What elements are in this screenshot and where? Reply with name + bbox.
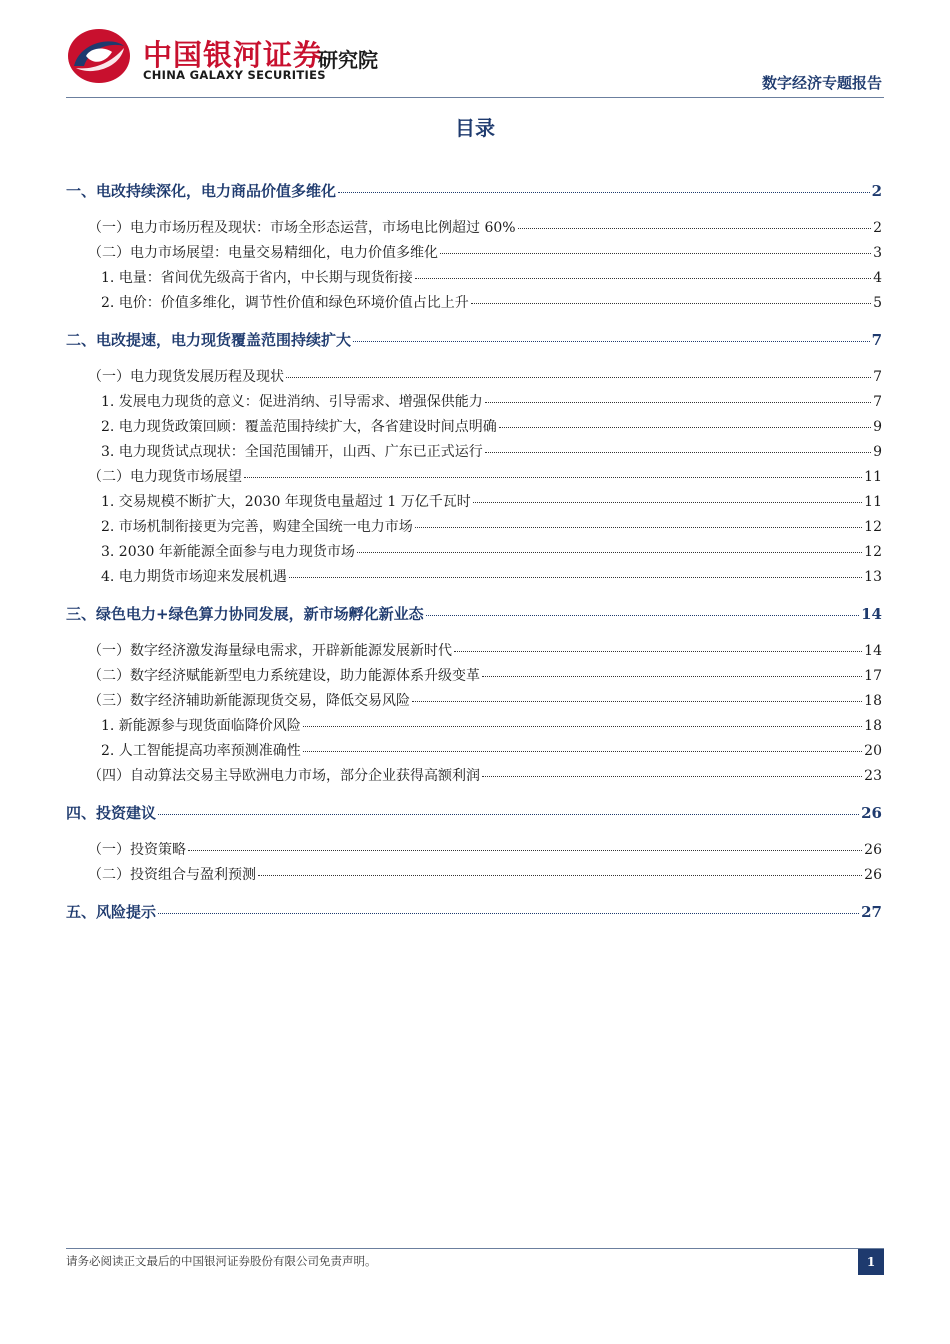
toc-dot-leader xyxy=(499,427,871,428)
toc-entry-page: 14 xyxy=(861,605,882,623)
page-number: 1 xyxy=(858,1249,884,1275)
toc-dot-leader xyxy=(158,814,859,815)
toc-dot-leader xyxy=(471,303,871,304)
toc-entry-text: 2. 电价：价值多维化，调节性价值和绿色环境价值占比上升 xyxy=(101,295,469,311)
toc-entry-text: （四）自动算法交易主导欧洲电力市场，部分企业获得高额利润 xyxy=(88,768,480,784)
toc-dot-leader xyxy=(415,278,871,279)
toc-entry-text: （二）投资组合与盈利预测 xyxy=(88,867,256,883)
toc-entry-page: 7 xyxy=(871,331,882,349)
toc-dot-leader xyxy=(158,913,859,914)
toc-entry-page: 11 xyxy=(864,469,882,485)
toc-entry-level-3[interactable] xyxy=(101,292,882,312)
toc-entry-level-2[interactable] xyxy=(88,466,882,486)
toc-entry-level-3[interactable] xyxy=(101,740,882,760)
toc-entry-text: 一、电改持续深化，电力商品价值多维化 xyxy=(66,182,337,200)
toc-entry-page: 26 xyxy=(864,867,882,883)
toc-dot-leader xyxy=(357,552,862,553)
toc-entry-text: 4. 电力期货市场迎来发展机遇 xyxy=(101,569,287,585)
toc-entry-level-3[interactable] xyxy=(101,516,882,536)
toc-entry-level-3[interactable] xyxy=(101,391,882,411)
toc-entry-level-2[interactable] xyxy=(88,242,882,262)
toc-dot-leader xyxy=(244,477,862,478)
toc-entry-page: 4 xyxy=(873,270,882,286)
toc-entry-text: （三）数字经济辅助新能源现货交易，降低交易风险 xyxy=(88,693,410,709)
brand-name-en: CHINA GALAXY SECURITIES xyxy=(143,68,326,82)
toc-entry-text: 二、电改提速，电力现货覆盖范围持续扩大 xyxy=(66,331,352,349)
toc-entry-level-1[interactable] xyxy=(66,901,882,922)
toc-entry-level-3[interactable] xyxy=(101,566,882,586)
toc-entry-text: （二）电力市场展望：电量交易精细化，电力价值多维化 xyxy=(88,245,438,261)
toc-entry-page: 2 xyxy=(873,220,882,236)
toc-dot-leader xyxy=(454,651,862,652)
toc-entry-level-2[interactable] xyxy=(88,690,882,710)
toc-dot-leader xyxy=(412,701,862,702)
header-divider xyxy=(66,97,884,98)
toc-entry-text: （二）数字经济赋能新型电力系统建设，助力能源体系升级变革 xyxy=(88,668,480,684)
toc-entry-page: 7 xyxy=(873,369,882,385)
toc-entry-page: 26 xyxy=(861,804,882,822)
toc-entry-page: 17 xyxy=(864,668,882,684)
toc-dot-leader xyxy=(258,875,862,876)
toc-entry-level-2[interactable] xyxy=(88,864,882,884)
toc-entry-page: 12 xyxy=(864,519,882,535)
toc-entry-page: 2 xyxy=(871,182,882,200)
toc-entry-page: 20 xyxy=(864,743,882,759)
toc-entry-page: 27 xyxy=(861,903,882,921)
toc-entry-level-1[interactable] xyxy=(66,329,882,350)
toc-entry-level-2[interactable] xyxy=(88,665,882,685)
toc-dot-leader xyxy=(188,850,862,851)
institute-label: 研究院 xyxy=(318,48,378,72)
toc-dot-leader xyxy=(338,192,870,193)
toc-dot-leader xyxy=(440,253,871,254)
toc-entry-page: 9 xyxy=(873,419,882,435)
toc-entry-page: 12 xyxy=(864,544,882,560)
toc-entry-level-2[interactable] xyxy=(88,839,882,859)
toc-title: 目录 xyxy=(455,116,495,140)
toc-entry-page: 5 xyxy=(873,295,882,311)
toc-entry-text: 2. 人工智能提高功率预测准确性 xyxy=(101,743,301,759)
toc-entry-text: 3. 2030 年新能源全面参与电力现货市场 xyxy=(101,544,355,560)
toc-dot-leader xyxy=(303,726,862,727)
toc-entry-level-3[interactable] xyxy=(101,441,882,461)
toc-dot-leader xyxy=(482,776,862,777)
galaxy-swirl-logo-icon xyxy=(66,26,132,86)
toc-entry-level-2[interactable] xyxy=(88,366,882,386)
toc-dot-leader xyxy=(289,577,862,578)
toc-entry-text: 2. 市场机制衔接更为完善，购建全国统一电力市场 xyxy=(101,519,413,535)
toc-entry-level-3[interactable] xyxy=(101,491,882,511)
toc-entry-text: （一）电力市场历程及现状：市场全形态运营，市场电比例超过 60% xyxy=(88,220,516,236)
toc-entry-text: 1. 电量：省间优先级高于省内，中长期与现货衔接 xyxy=(101,270,413,286)
toc-entry-level-1[interactable] xyxy=(66,802,882,823)
toc-entry-level-2[interactable] xyxy=(88,765,882,785)
toc-dot-leader xyxy=(353,341,870,342)
toc-entry-page: 14 xyxy=(864,643,882,659)
toc-dot-leader xyxy=(415,527,862,528)
toc-entry-level-2[interactable] xyxy=(88,217,882,237)
brand-name-cn: 中国银河证券 xyxy=(143,38,324,72)
footer-divider xyxy=(66,1248,884,1249)
footer-disclaimer: 请务必阅读正文最后的中国银河证券股份有限公司免责声明。 xyxy=(66,1254,377,1268)
toc-entry-page: 18 xyxy=(864,693,882,709)
toc-dot-leader xyxy=(303,751,862,752)
toc-entry-text: 1. 发展电力现货的意义：促进消纳、引导需求、增强保供能力 xyxy=(101,394,483,410)
toc-entry-text: 3. 电力现货试点现状：全国范围铺开，山西、广东已正式运行 xyxy=(101,444,483,460)
toc-entry-level-3[interactable] xyxy=(101,541,882,561)
toc-entry-level-1[interactable] xyxy=(66,603,882,624)
toc-entry-page: 11 xyxy=(864,494,882,510)
toc-entry-page: 7 xyxy=(873,394,882,410)
page-header xyxy=(0,0,950,100)
toc-entry-page: 26 xyxy=(864,842,882,858)
toc-entry-level-3[interactable] xyxy=(101,416,882,436)
toc-entry-page: 18 xyxy=(864,718,882,734)
toc-dot-leader xyxy=(426,615,860,616)
toc-dot-leader xyxy=(518,228,872,229)
toc-entry-level-3[interactable] xyxy=(101,267,882,287)
toc-entry-text: （一）数字经济激发海量绿电需求，开辟新能源发展新时代 xyxy=(88,643,452,659)
toc-dot-leader xyxy=(482,676,862,677)
toc-entry-text: 三、绿色电力+绿色算力协同发展，新市场孵化新业态 xyxy=(66,605,424,623)
toc-entry-text: 2. 电力现货政策回顾：覆盖范围持续扩大，各省建设时间点明确 xyxy=(101,419,497,435)
toc-entry-level-1[interactable] xyxy=(66,180,882,201)
toc-entry-text: （二）电力现货市场展望 xyxy=(88,469,242,485)
toc-entry-level-2[interactable] xyxy=(88,640,882,660)
toc-entry-page: 9 xyxy=(873,444,882,460)
toc-entry-level-3[interactable] xyxy=(101,715,882,735)
toc-entry-text: 1. 交易规模不断扩大，2030 年现货电量超过 1 万亿千瓦时 xyxy=(101,494,471,510)
toc-entry-text: （一）投资策略 xyxy=(88,842,186,858)
toc-entry-text: 1. 新能源参与现货面临降价风险 xyxy=(101,718,301,734)
toc-dot-leader xyxy=(485,402,871,403)
toc-dot-leader xyxy=(485,452,871,453)
toc-entry-page: 3 xyxy=(873,245,882,261)
toc-dot-leader xyxy=(473,502,862,503)
toc-entry-text: （一）电力现货发展历程及现状 xyxy=(88,369,284,385)
toc-entry-text: 四、投资建议 xyxy=(66,804,157,822)
toc-entry-text: 五、风险提示 xyxy=(66,903,157,921)
toc-entry-page: 13 xyxy=(864,569,882,585)
toc-dot-leader xyxy=(286,377,871,378)
report-type-label: 数字经济专题报告 xyxy=(761,74,882,92)
toc-entry-page: 23 xyxy=(864,768,882,784)
